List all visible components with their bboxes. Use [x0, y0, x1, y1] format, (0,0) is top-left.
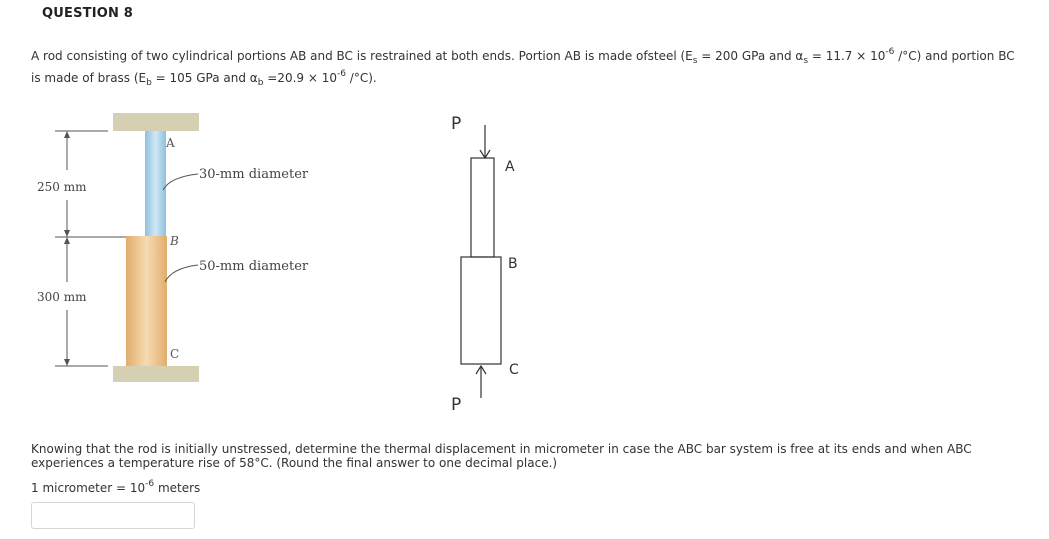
bottom-support	[113, 366, 199, 382]
force-p-top-label: P	[451, 114, 462, 134]
answer-input[interactable]	[31, 502, 195, 529]
force-p-bottom-label: P	[451, 395, 462, 415]
sketch-c-label: C	[509, 362, 519, 378]
point-a-label: A	[166, 136, 175, 150]
rod-portion-ab	[145, 131, 166, 236]
diam-bc-leader	[165, 265, 198, 282]
sketch-a-label: A	[505, 159, 515, 175]
dim-ab-label: 250 mm	[37, 180, 87, 194]
diam-ab-leader	[163, 174, 198, 190]
point-c-label: C	[170, 347, 180, 361]
unit-conversion: 1 micrometer = $10^{-6}$ meters	[31, 479, 201, 495]
dim-bc-label: 300 mm	[37, 290, 87, 304]
diam-ab-label: 30-mm diameter	[199, 167, 309, 182]
sketch-b-label: B	[508, 256, 518, 272]
top-support	[113, 113, 199, 131]
rod-portion-bc	[126, 236, 167, 366]
point-b-label: B	[170, 234, 179, 248]
diam-bc-label: 50-mm diameter	[199, 259, 309, 274]
dimension-lines	[55, 131, 126, 366]
question-text: Knowing that the rod is initially unstressed, determine the thermal displacement in micrometer in case the ABC bar system is free at its ends and when ABC experiences a temperature rise of 58°C. (Round the final answer to one decimal place.)	[31, 442, 972, 470]
problem-line-2: is made of brass ($E_b = 105$ GPa and $\alpha_b =20.9 \times 10^{-6}$ /°C).	[31, 69, 377, 88]
problem-line-1: A rod consisting of two cylindrical portions AB and BC is restrained at both ends. Portion AB is made ofsteel ($E_s = 200$ GPa and $\alpha_s = 11.7 \times 10^{-6}$ /°C) and portion BC	[31, 47, 1015, 66]
question-title: QUESTION 8	[42, 6, 134, 21]
free-body-sketch	[461, 125, 501, 398]
